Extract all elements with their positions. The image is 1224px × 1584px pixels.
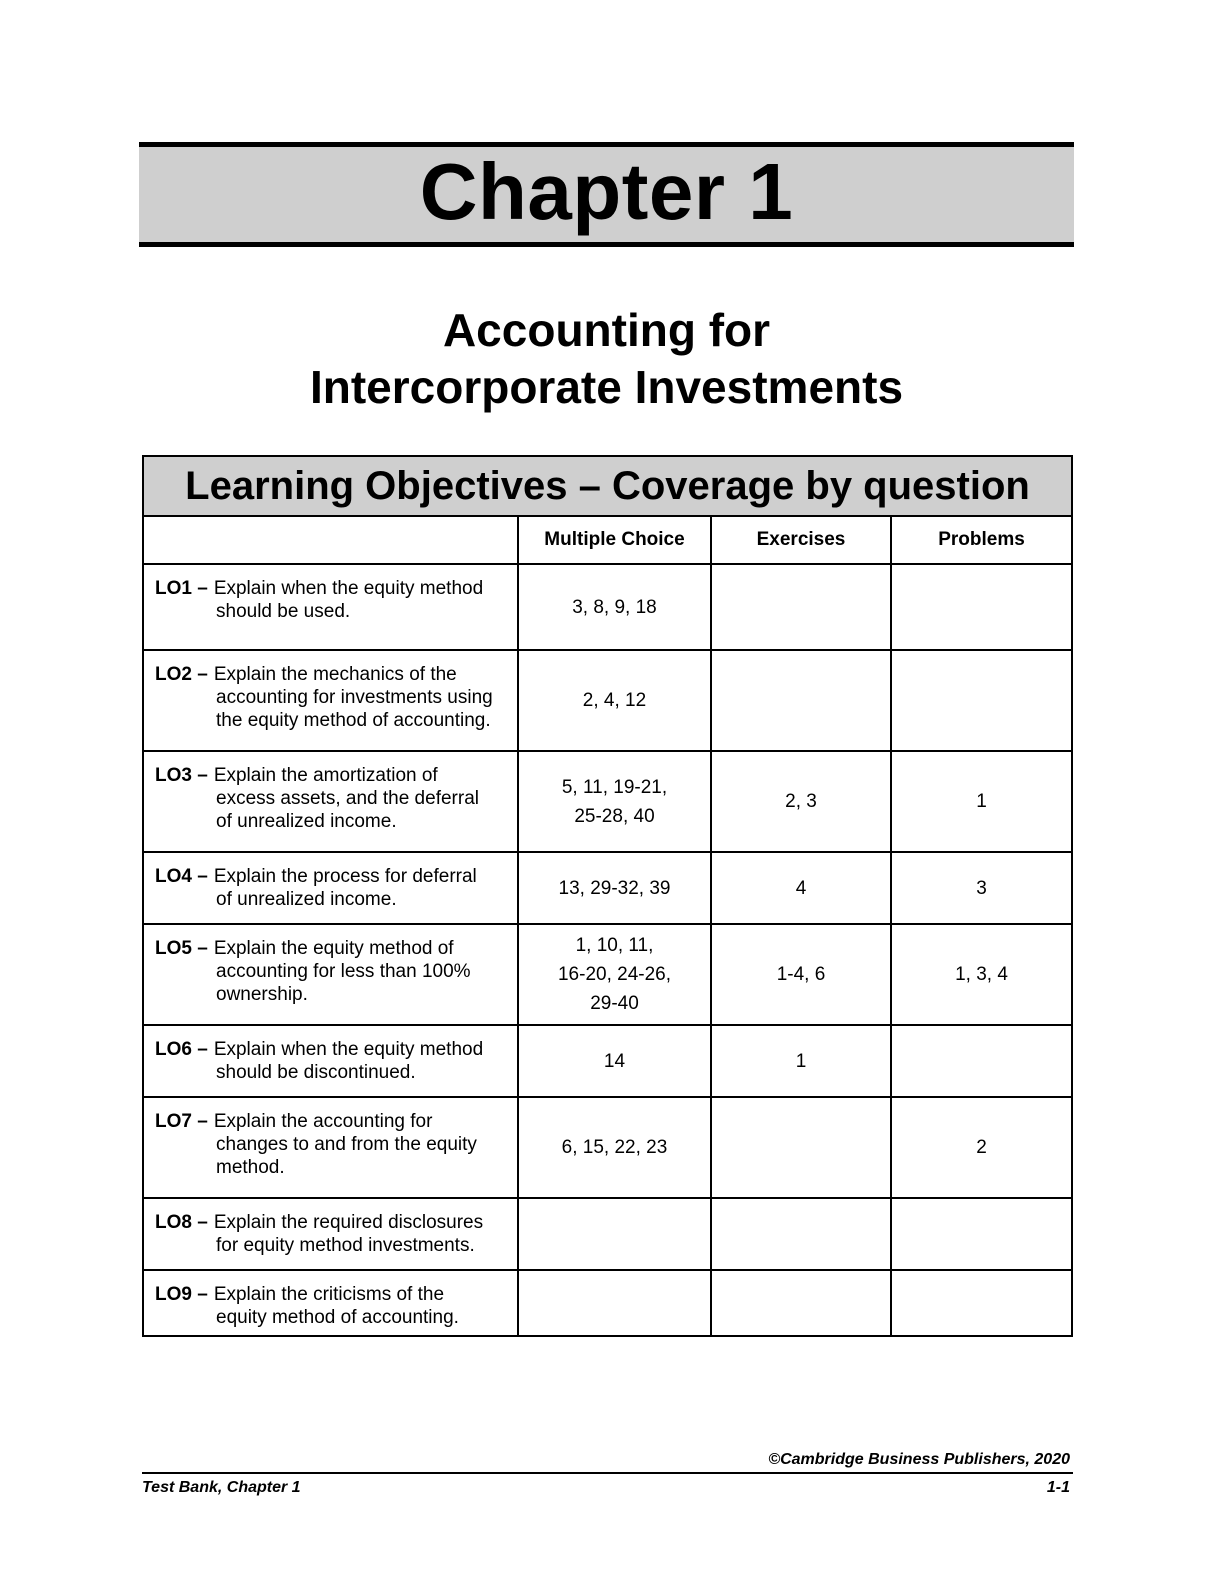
multiple-choice-cell	[518, 564, 711, 650]
multiple-choice-value: 3, 8, 9, 18	[572, 596, 657, 618]
footer-divider	[142, 1472, 1073, 1474]
problems-cell: 1	[891, 751, 1072, 852]
multiple-choice-cell	[518, 650, 711, 751]
objective-description: Explain the amortization of	[213, 765, 438, 786]
objective-description: Explain when the equity method	[213, 1039, 484, 1060]
exercises-cell: 1	[711, 1025, 891, 1097]
objective-row	[143, 1097, 1072, 1198]
objective-cell	[143, 1198, 518, 1270]
chapter-subtitle	[139, 302, 1074, 416]
exercises-cell	[711, 1198, 891, 1270]
objective-description: Explain the required disclosures	[213, 1212, 484, 1233]
multiple-choice-value: 25-28, 40	[574, 805, 655, 827]
exercises-cell	[711, 650, 891, 751]
learning-objectives-table	[142, 455, 1073, 1337]
objective-code: LO1 –	[155, 578, 208, 599]
column-header-objective	[143, 516, 518, 564]
problems-cell	[891, 650, 1072, 751]
exercises-cell	[711, 564, 891, 650]
footer-page-number: 1-1	[1046, 1479, 1070, 1496]
multiple-choice-cell	[518, 1097, 711, 1198]
multiple-choice-cell	[518, 1270, 711, 1336]
problems-cell: 2	[891, 1097, 1072, 1198]
objective-row	[143, 1025, 1072, 1097]
objective-cell	[143, 1025, 518, 1097]
problems-cell	[891, 1198, 1072, 1270]
objective-description-line: changes to and from the equity	[216, 1134, 477, 1155]
objective-description-line: of unrealized income.	[216, 811, 397, 832]
multiple-choice-cell	[518, 852, 711, 924]
objective-description-line: should be used.	[216, 601, 351, 622]
multiple-choice-value: 6, 15, 22, 23	[561, 1137, 668, 1158]
objective-cell	[143, 1270, 518, 1336]
objective-description-line: excess assets, and the deferral	[216, 788, 479, 809]
objective-code: LO3 –	[155, 765, 208, 786]
subtitle-line-1: Accounting for	[442, 304, 771, 356]
multiple-choice-cell	[518, 1198, 711, 1270]
objective-description-line: for equity method investments.	[216, 1235, 475, 1256]
problems-cell	[891, 564, 1072, 650]
problems-cell: 1, 3, 4	[891, 924, 1072, 1025]
multiple-choice-value: 13, 29-32, 39	[558, 877, 671, 899]
objective-row	[143, 751, 1072, 852]
objective-code: LO8 –	[155, 1212, 208, 1233]
objective-description: Explain when the equity method	[213, 578, 484, 599]
problems-cell	[891, 1025, 1072, 1097]
objective-description-line: the equity method of accounting.	[216, 710, 491, 731]
footer-copyright: ©Cambridge Business Publishers, 2020	[768, 1451, 1070, 1468]
objective-cell	[143, 1097, 518, 1198]
objective-row	[143, 564, 1072, 650]
multiple-choice-value: 2, 4, 12	[582, 690, 647, 711]
chapter-banner	[139, 142, 1074, 247]
column-header-multiple-choice: Multiple Choice	[518, 516, 711, 564]
problems-cell	[891, 1270, 1072, 1336]
objective-cell	[143, 924, 518, 1025]
multiple-choice-value: 16-20, 24-26,	[557, 964, 672, 985]
subtitle-line-2: Intercorporate Investments	[309, 361, 904, 413]
objective-description: Explain the criticisms of the	[213, 1284, 445, 1305]
objective-description-line: of unrealized income.	[216, 889, 397, 910]
column-header-row	[143, 516, 1072, 564]
footer-book-title: Test Bank, Chapter 1	[142, 1479, 301, 1496]
table-heading: Learning Objectives – Coverage by question	[143, 456, 1072, 516]
objective-row	[143, 924, 1072, 1025]
objective-cell	[143, 852, 518, 924]
objective-row	[143, 1270, 1072, 1336]
column-header-problems: Problems	[891, 516, 1072, 564]
objective-code: LO4 –	[155, 866, 208, 887]
multiple-choice-value: 29-40	[590, 993, 639, 1014]
objective-description-line: ownership.	[216, 984, 308, 1005]
objective-row	[143, 852, 1072, 924]
multiple-choice-value: 5, 11, 19-21,	[561, 776, 668, 798]
objective-description-line: method.	[216, 1157, 285, 1178]
table-body	[143, 564, 1072, 1336]
objective-description-line: equity method of accounting.	[216, 1307, 459, 1328]
multiple-choice-cell	[518, 751, 711, 852]
exercises-cell	[711, 1270, 891, 1336]
multiple-choice-cell	[518, 1025, 711, 1097]
exercises-cell: 2, 3	[711, 751, 891, 852]
objective-description: Explain the process for deferral	[213, 866, 477, 887]
objective-description: Explain the accounting for	[213, 1111, 433, 1132]
exercises-cell	[711, 1097, 891, 1198]
objective-code: LO5 –	[155, 938, 208, 959]
objective-description: Explain the equity method of	[213, 938, 454, 959]
problems-cell: 3	[891, 852, 1072, 924]
exercises-cell: 1-4, 6	[711, 924, 891, 1025]
multiple-choice-value: 1, 10, 11,	[575, 935, 654, 956]
column-header-exercises: Exercises	[711, 516, 891, 564]
objective-cell	[143, 564, 518, 650]
objective-description: Explain the mechanics of the	[213, 664, 457, 685]
objective-cell	[143, 751, 518, 852]
objective-row	[143, 650, 1072, 751]
exercises-cell: 4	[711, 852, 891, 924]
objective-description-line: accounting for less than 100%	[216, 961, 471, 982]
objective-description-line: should be discontinued.	[216, 1062, 416, 1083]
objective-row	[143, 1198, 1072, 1270]
objective-code: LO9 –	[155, 1284, 208, 1305]
objective-code: LO7 –	[155, 1111, 208, 1132]
multiple-choice-cell	[518, 924, 711, 1025]
chapter-title: Chapter 1	[419, 146, 794, 236]
objective-code: LO6 –	[155, 1039, 208, 1060]
objective-cell	[143, 650, 518, 751]
multiple-choice-value: 14	[603, 1050, 626, 1072]
objective-description-line: accounting for investments using	[216, 687, 493, 708]
objective-code: LO2 –	[155, 664, 208, 685]
